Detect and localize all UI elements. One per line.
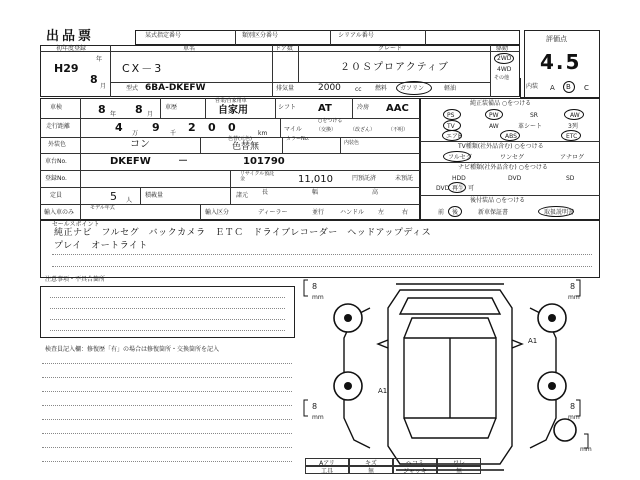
- dim-length: 長: [262, 189, 269, 196]
- new-car-warranty: 新車保証書: [478, 209, 509, 216]
- equip-leather: 革シート: [518, 123, 543, 130]
- import-dealer: ディーラー: [258, 209, 288, 216]
- equip-sr: SR: [530, 112, 538, 119]
- month-unit: 月: [100, 83, 107, 90]
- legend-header-3: ヘコミ: [393, 458, 437, 466]
- equip-abs-circle: [500, 130, 520, 141]
- shift-label: シフト: [278, 104, 297, 111]
- after-parts-header: 後付装品 ○をつける: [470, 197, 526, 204]
- owners-manual: 取扱説明書: [544, 209, 575, 216]
- car-damage-diagram: [300, 278, 600, 476]
- inspection-label: 車検: [50, 104, 63, 111]
- mileage-check-label: ○をつける: [318, 118, 343, 124]
- mileage-unit-man: 万: [132, 130, 139, 137]
- inspection-month-unit: 月: [147, 111, 154, 118]
- mileage-label: 走行距離: [46, 123, 71, 130]
- dvd-available: 可: [468, 185, 475, 192]
- interior-c: C: [584, 84, 589, 92]
- nav-type-header: ナビ種類(社外品含む) ○をつける: [458, 164, 548, 171]
- dvd-playback-circle: [448, 182, 466, 193]
- legend-cell-4: 無: [437, 466, 481, 474]
- tire-front-right-unit: mm: [568, 294, 580, 301]
- dvd-playback: 再生: [452, 185, 465, 192]
- tire-rear-left: 8: [312, 402, 318, 411]
- handle-label: ハンドル: [340, 209, 365, 216]
- interior-color-label: 内装色: [344, 140, 360, 146]
- mileage-unit-km: km: [258, 130, 268, 137]
- equip-etc: ETC: [566, 133, 578, 140]
- selling-points-label: セールスポイント: [52, 221, 100, 228]
- after-rear: 後: [452, 209, 459, 216]
- chassis-dash: －: [178, 156, 188, 167]
- interior-score-label: 内装: [526, 83, 539, 90]
- recycle-deposited: 円預託済: [352, 175, 377, 182]
- notes-title: 注意事項・不具合箇所: [45, 276, 106, 283]
- grade: ２０Ｓプロアクティブ: [340, 62, 449, 73]
- registration-label: 登録No.: [45, 175, 67, 182]
- mileage-digit-4: 0: [208, 121, 216, 134]
- dimensions-label: 諸元: [236, 192, 249, 199]
- legend-header-4: ワレ: [437, 458, 481, 466]
- damage-mark-1: A1: [528, 337, 538, 345]
- inspection-year-unit: 年: [110, 111, 117, 118]
- inspection-year: 8: [98, 103, 106, 116]
- fuel-label: 燃料: [375, 85, 388, 92]
- color-change: 色替無: [232, 142, 260, 152]
- header-code-boxes: [135, 30, 520, 45]
- usage-header: 営業/自家用車: [215, 98, 247, 104]
- damage-mark-2: A1: [378, 387, 388, 395]
- tv-oneseg: ワンセグ: [500, 154, 525, 161]
- equip-third-row: 3列: [568, 123, 578, 130]
- fuel-gasoline: ガソリン: [400, 85, 425, 92]
- tire-rear-right-unit: mm: [568, 414, 580, 421]
- chassis-model: DKEFW: [110, 156, 151, 167]
- dvd-label: DVD: [436, 185, 450, 192]
- usage: 自家用: [218, 105, 248, 116]
- mileage-digit-1: 4: [115, 121, 123, 134]
- equip-ps: PS: [447, 112, 455, 119]
- mileage-exchanged: （交換）: [316, 127, 337, 133]
- color-code-label: カラーNo.: [286, 136, 310, 142]
- equip-airbag: エアB: [446, 133, 463, 140]
- displacement: 2000: [318, 83, 341, 93]
- model-type-label: 型式: [126, 85, 139, 92]
- nav-hdd: HDD: [452, 175, 466, 182]
- mileage-digit-3: 2: [188, 121, 196, 134]
- interior-a: A: [550, 84, 555, 92]
- usage-label: 車歴: [165, 104, 178, 111]
- displacement-unit: cc: [355, 86, 362, 93]
- after-rear-circle: [448, 206, 462, 217]
- door-count-label: ドア数: [275, 45, 293, 52]
- selling-points-line-1: 純正ナビ フルセグ バックカメラ ＥＴＣ ドライブレコーダー ヘッドアップディス: [54, 228, 432, 238]
- header-label-3: シリアル番号: [338, 32, 374, 39]
- legend-cell-1: 工具: [305, 466, 349, 474]
- equip-aw-circle: [564, 109, 584, 120]
- mileage-digit-2: 9: [152, 121, 160, 134]
- handle-left: 左: [378, 209, 385, 216]
- exterior-color-label: 外装色: [48, 141, 67, 148]
- year-unit: 年: [96, 56, 103, 63]
- equip-tv: TV: [447, 123, 455, 130]
- mileage-unknown: （不明）: [388, 127, 409, 133]
- tire-rear-right: 8: [570, 402, 576, 411]
- tv-fullseg: フルセグ: [448, 154, 472, 161]
- equip-pw-circle: [485, 109, 503, 120]
- equip-pw: PW: [489, 112, 499, 119]
- exterior-color: コン: [130, 139, 150, 150]
- mileage-unit-sen: 千: [170, 130, 177, 137]
- import-only-label: 輸入車のみ: [44, 209, 75, 216]
- drive-label: 駆動: [496, 45, 509, 52]
- chassis-label: 車台No.: [45, 158, 67, 165]
- tv-fullseg-circle: [443, 151, 471, 162]
- recycle-label: リサイクル預託金: [240, 171, 275, 182]
- tire-rear-left-unit: mm: [312, 414, 324, 421]
- equip-abs: ABS: [505, 133, 517, 140]
- model-type: 6BA-DKEFW: [145, 83, 206, 93]
- equip-etc-circle: [561, 130, 581, 141]
- recycle-fee: 11,010: [298, 174, 333, 185]
- capacity: 5: [110, 190, 117, 203]
- tire-front-left-unit: mm: [312, 294, 324, 301]
- mileage-digit-5: 0: [228, 121, 236, 134]
- import-division-label: 輸入区分: [205, 209, 230, 216]
- tire-front-right: 8: [570, 282, 576, 291]
- nav-dvd: DVD: [508, 175, 522, 182]
- car-name-label: 車名: [183, 45, 196, 52]
- nav-sd: SD: [566, 175, 575, 182]
- equipment-header: 純正装備品 ○をつける: [470, 100, 532, 107]
- color-change-label: 色替(元色): [228, 136, 252, 142]
- fuel-diesel: 軽油: [444, 85, 457, 92]
- mileage-tampered: （改ざん）: [350, 127, 376, 133]
- tire-front-left: 8: [312, 282, 318, 291]
- recycle-not-deposited: 未預託: [395, 175, 414, 182]
- tv-type-header: TV種類(社外品含む) ○をつける: [458, 143, 544, 150]
- equip-aw2: AW: [489, 123, 499, 130]
- import-parallel: 並行: [312, 209, 325, 216]
- shift: AT: [318, 103, 332, 114]
- load-capacity-label: 積載量: [145, 192, 164, 199]
- inspector-notes-title: 検査員記入欄：修復歴「有」の場合は修復箇所・交換箇所を記入: [45, 346, 220, 353]
- car-name: CX－3: [122, 62, 164, 75]
- handle-right: 右: [402, 209, 409, 216]
- capacity-unit: 人: [126, 197, 133, 204]
- legend-header-1: Aアリ: [305, 458, 349, 466]
- drive-2wd: 2WD: [497, 55, 512, 62]
- selling-points-line-2: プレイ オートライト: [54, 241, 148, 251]
- after-front: 前: [438, 209, 445, 216]
- drive-other: その他: [494, 75, 510, 81]
- chassis-number: 101790: [243, 156, 285, 167]
- tv-analog: アナログ: [560, 154, 585, 161]
- mileage-mile: マイル: [284, 126, 302, 133]
- equip-aw1: AW: [570, 112, 580, 119]
- displacement-label: 排気量: [276, 85, 295, 92]
- dim-width: 幅: [312, 189, 319, 196]
- interior-b: B: [566, 83, 571, 91]
- legend-cell-2: 無: [349, 466, 393, 474]
- document-title: 出品票: [46, 29, 95, 44]
- drive-4wd: 4WD: [497, 66, 512, 73]
- legend-cell-3: ジャッキ: [393, 466, 437, 474]
- equip-ps-circle: [443, 109, 461, 120]
- ac: AAC: [386, 103, 409, 114]
- first-registration-label: 初年度登録: [56, 45, 87, 52]
- registration-era: H29: [54, 62, 79, 75]
- inspection-month: 8: [135, 103, 143, 116]
- legend-header-2: キズ: [349, 458, 393, 466]
- dim-height: 高: [372, 189, 379, 196]
- score-value: 4.5: [540, 50, 582, 74]
- grade-label: グレード: [378, 45, 403, 52]
- header-label-1: 某式指定番号: [145, 32, 182, 39]
- score-label: 評価点: [546, 35, 567, 43]
- equip-airbag-circle: [442, 130, 462, 141]
- capacity-label: 定員: [50, 192, 63, 199]
- registration-month: 8: [90, 73, 98, 86]
- tire-spare-unit: mm: [580, 446, 592, 453]
- header-label-2: 類別区分番号: [242, 32, 279, 39]
- owners-manual-circle: [538, 206, 574, 217]
- model-year-label: モデル年式: [90, 205, 115, 211]
- ac-label: 冷房: [357, 104, 370, 111]
